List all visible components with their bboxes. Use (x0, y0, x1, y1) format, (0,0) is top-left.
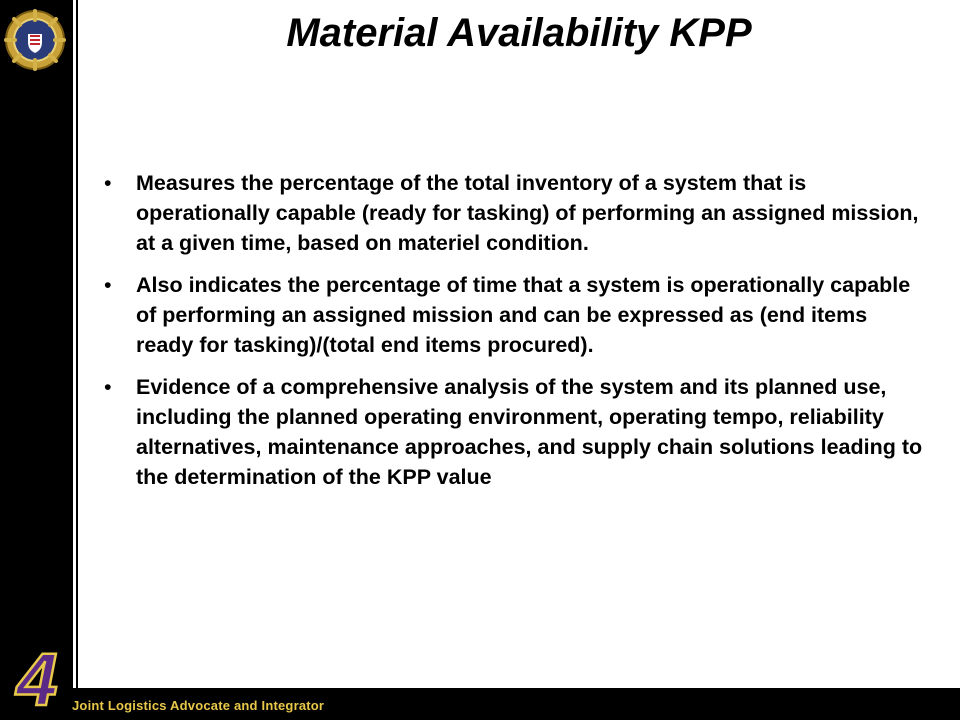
j4-logo-mark: 4 (16, 645, 58, 713)
bullet-item (104, 270, 930, 360)
slide-divider (76, 0, 78, 688)
joint-staff-emblem-icon (4, 4, 66, 76)
bullet-item (104, 168, 930, 258)
slide-title: Material Availability KPP (286, 11, 752, 55)
left-band (0, 0, 70, 720)
bullet-item (104, 372, 930, 492)
bullet-text: Measures the percentage of the total inventory of a system that is operationally capable (ready for tasking) of performing an assigned mission, at a given time, based on materiel condition. (136, 171, 919, 255)
bullet-marker: • (104, 273, 112, 297)
footer-tagline: Joint Logistics Advocate and Integrator (72, 698, 325, 713)
j4-logo-icon (6, 645, 68, 713)
bullet-marker: • (104, 171, 112, 195)
bullet-text: Evidence of a comprehensive analysis of the system and its planned use, including the planned operating environment, operating tempo, reliability alternatives, maintenance approaches, and supply chain solutions leading to the determination of the KPP value (136, 375, 923, 489)
bullet-list (104, 168, 930, 504)
bullet-marker: • (104, 375, 112, 399)
bullet-text: Also indicates the percentage of time that a system is operationally capable of performing an assigned mission and can be expressed as (end items ready for tasking)/(total end items procured). (136, 273, 911, 357)
